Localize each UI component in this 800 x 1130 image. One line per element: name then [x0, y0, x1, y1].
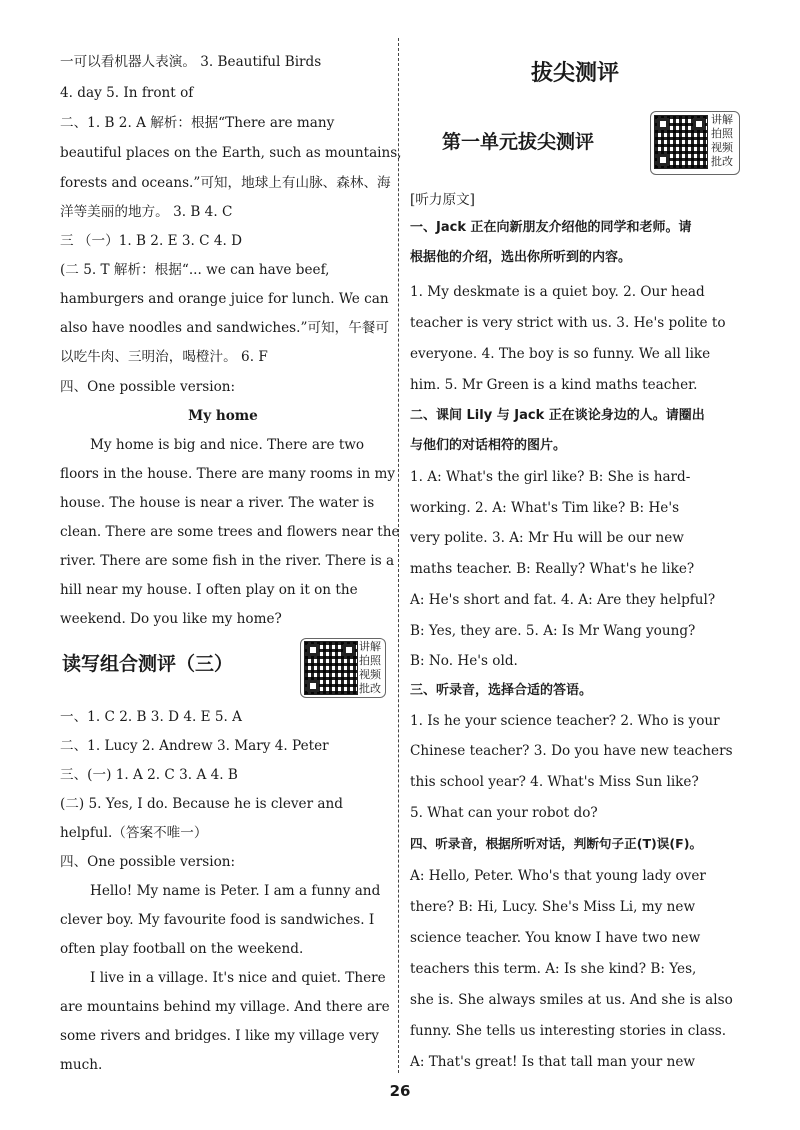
essay-line: clean. There are some trees and flowers near the	[60, 524, 400, 540]
listening-header: [听力原文]	[410, 192, 475, 208]
transcript-line: very polite. 3. A: Mr Hu will be our new	[410, 530, 684, 546]
answer-line: forests and oceans.”可知，地球上有山脉、森林、海	[60, 175, 391, 191]
essay-line: are mountains behind my village. And there are	[60, 999, 390, 1015]
instruction-line: 一、Jack 正在向新朋友介绍他的同学和老师。请	[410, 220, 692, 235]
essay-line: Hello! My name is Peter. I am a funny and	[90, 883, 381, 899]
essay-line: often play football on the weekend.	[60, 941, 304, 957]
transcript-line: science teacher. You know I have two new	[410, 930, 701, 946]
essay-line: some rivers and bridges. I like my village very	[60, 1028, 379, 1044]
answer-line: 三、(一) 1. A 2. C 3. A 4. B	[60, 767, 238, 783]
answer-line: 以吃牛肉、三明治，喝橙汁。 6. F	[60, 349, 268, 365]
answer-line: beautiful places on the Earth, such as mountains,	[60, 145, 402, 161]
answer-line: 一可以看机器人表演。 3. Beautiful Birds	[60, 54, 322, 70]
transcript-line: B: No. He's old.	[410, 653, 518, 669]
transcript-line: A: Hello, Peter. Who's that young lady over	[410, 868, 706, 884]
instruction-line: 根据他的介绍，选出你所听到的内容。	[410, 250, 632, 265]
essay-line: house. The house is near a river. The water is	[60, 495, 375, 511]
transcript-line: him. 5. Mr Green is a kind maths teacher.	[410, 377, 698, 393]
answer-line: 二、1. B 2. A 解析：根据“There are many	[60, 115, 335, 131]
essay-line: much.	[60, 1057, 103, 1073]
answer-line: 4. day 5. In front of	[60, 85, 194, 101]
transcript-line: there? B: Hi, Lucy. She's Miss Li, my new	[410, 899, 696, 915]
transcript-line: teacher is very strict with us. 3. He's polite to	[410, 315, 726, 331]
transcript-line: working. 2. A: What's Tim like? B: He's	[410, 500, 680, 516]
answer-line: (二) 5. Yes, I do. Because he is clever and	[60, 796, 343, 812]
qr-label: 讲解拍照视频批改	[359, 640, 381, 695]
column-divider	[398, 38, 399, 1073]
qr-label: 讲解拍照视频批改	[711, 113, 733, 168]
qr-code-icon	[304, 641, 358, 695]
unit-title: 第一单元拔尖测评	[442, 131, 595, 153]
essay-line: My home is big and nice. There are two	[90, 437, 365, 453]
answer-line: 洋等美丽的地方。 3. B 4. C	[60, 204, 233, 220]
essay-line: weekend. Do you like my home?	[60, 611, 282, 627]
essay-line: river. There are some fish in the river. There is a	[60, 553, 395, 569]
transcript-line: 1. My deskmate is a quiet boy. 2. Our head	[410, 284, 705, 300]
answer-line: 二、1. Lucy 2. Andrew 3. Mary 4. Peter	[60, 738, 329, 754]
answer-line: 四、One possible version:	[60, 854, 236, 870]
transcript-line: 5. What can your robot do?	[410, 805, 598, 821]
transcript-line: 1. A: What's the girl like? B: She is hard-	[410, 469, 691, 485]
answer-line: 四、One possible version:	[60, 379, 236, 395]
qr-code-icon	[654, 115, 708, 169]
essay-line: hill near my house. I often play on it on the	[60, 582, 358, 598]
essay-title: My home	[188, 408, 258, 424]
essay-line: I live in a village. It's nice and quiet. There	[90, 970, 386, 986]
answer-line: (二 5. T 解析：根据“... we can have beef,	[60, 262, 330, 278]
answer-line: also have noodles and sandwiches.”可知，午餐可	[60, 320, 389, 336]
transcript-line: teachers this term. A: Is she kind? B: Yes,	[410, 961, 697, 977]
transcript-line: everyone. 4. The boy is so funny. We all like	[410, 346, 711, 362]
answer-line: hamburgers and orange juice for lunch. We can	[60, 291, 389, 307]
instruction-line: 三、听录音，选择合适的答语。	[410, 683, 593, 698]
transcript-line: maths teacher. B: Really? What's he like?	[410, 561, 695, 577]
instruction-line: 与他们的对话相符的图片。	[410, 438, 567, 453]
transcript-line: A: That's great! Is that tall man your new	[410, 1054, 696, 1070]
answer-line: helpful.（答案不唯一）	[60, 825, 208, 841]
answer-line: 三 （一）1. B 2. E 3. C 4. D	[60, 233, 243, 249]
page-number: 26	[389, 1082, 411, 1100]
main-title: 拔尖测评	[530, 61, 619, 86]
transcript-line: she is. She always smiles at us. And she is also	[410, 992, 733, 1008]
section-title: 读写组合测评（三）	[62, 653, 234, 675]
answer-line: 一、1. C 2. B 3. D 4. E 5. A	[60, 709, 242, 725]
instruction-line: 二、课间 Lily 与 Jack 正在谈论身边的人。请圈出	[410, 408, 705, 423]
transcript-line: this school year? 4. What's Miss Sun like?	[410, 774, 699, 790]
transcript-line: A: He's short and fat. 4. A: Are they helpful?	[410, 592, 716, 608]
transcript-line: B: Yes, they are. 5. A: Is Mr Wang young?	[410, 623, 696, 639]
transcript-line: 1. Is he your science teacher? 2. Who is your	[410, 713, 720, 729]
transcript-line: funny. She tells us interesting stories in class.	[410, 1023, 727, 1039]
essay-line: clever boy. My favourite food is sandwiches. I	[60, 912, 375, 928]
transcript-line: Chinese teacher? 3. Do you have new teachers	[410, 743, 733, 759]
essay-line: floors in the house. There are many rooms in my	[60, 466, 396, 482]
instruction-line: 四、听录音，根据所听对话，判断句子正(T)误(F)。	[410, 836, 703, 851]
